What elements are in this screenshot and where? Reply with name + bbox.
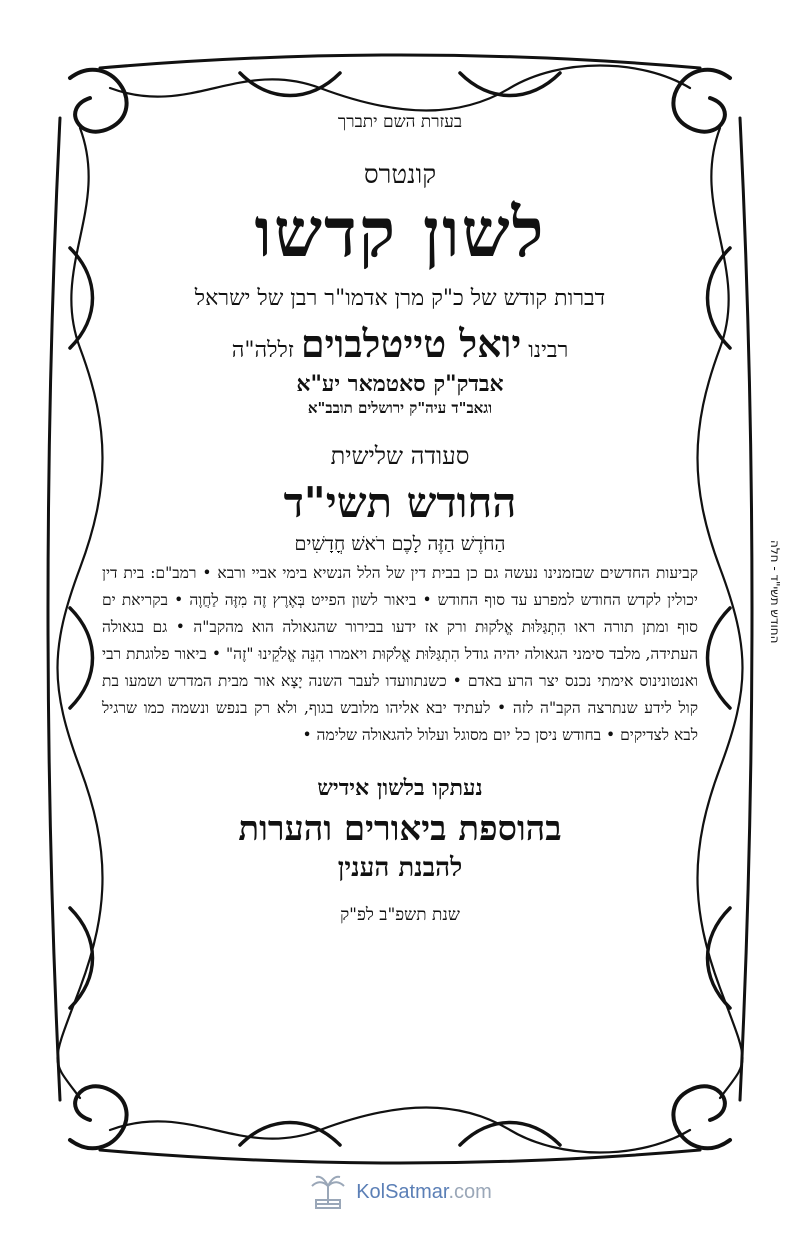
author-line — [100, 321, 700, 367]
addition-note: בהוספת ביאורים והערות — [238, 809, 562, 850]
spine-label: החודש תשי"ד - חלה — [768, 540, 782, 644]
verse-heading: הַחֹדֶשׁ הַזֶּה לָכֶם רֹאשׁ חֳדָשִׁים — [294, 533, 506, 556]
palm-tree-icon — [308, 1174, 348, 1210]
author-prefix: רבינו — [528, 337, 569, 363]
author-description: דברות קודש של כ"ק מרן אדמו"ר רבן של ישראל — [194, 285, 606, 311]
kuntres-label: קונטרס — [363, 160, 437, 190]
topics-summary: קביעות החדשים שבזמנינו נעשה גם כן בבית דין של הלל הנשיא בימי אביי ורבא • רמב"ם: בית דין יכולין לקדש החודש למפרע עד סוף החודש • ביאור לשון הפייט בְּאֶרֶץ זֶה מִזֶּה לַחֲוֶה • בקריאת ים סוף ומתן תורה ראו הִתְגַּלּוּת אֱלֹקוּת ורק אז ידעו בבירור שהגאולה הוא מהקב"ה • גם בגאולה העתידה, מלבד סימני הגאולה יהיה גודל הִתְגַּלּוּת אֱלֹקוּת ויאמרו הִנֵּה אֱלֹקֵינוּ "זֶה" • ביאור פלוגתת רבי ואנטונינוס אימתי נכנס יצר הרע באדם • כשנתוועדו לעבר השנה יָצָא אור מבית המדרש ושמעו בת קול לידע שנתרצה הקב"ה לזה • לעתיד יבא אליהו מלובש בגוף, ולא רק בנפש ונשמה כמו שרגיל לבא לצדיקים • בחודש ניסן כל יום מסוגל ועלול להגאולה שלימה • — [102, 564, 698, 745]
publication-year: שנת תשפ"ב לפ"ק — [340, 905, 460, 926]
author-title-satmar: אבדק"ק סאטמאר יע"א — [296, 370, 504, 397]
portion-title: החודש תשי"ד — [283, 477, 517, 527]
author-title-jerusalem: וגאב"ד עיה"ק ירושלים תובב"א — [307, 398, 493, 417]
translated-note: נעתקו בלשון אידיש — [317, 775, 483, 802]
author-suffix: זללה"ה — [231, 337, 294, 363]
author-name: יואל טייטלבוים — [300, 320, 522, 366]
watermark-brand: KolSatmar — [356, 1180, 449, 1203]
watermark-domain: .com — [448, 1180, 492, 1203]
title-page — [100, 100, 700, 1140]
site-watermark[interactable] — [0, 1172, 800, 1212]
purpose-note: להבנת הענין — [337, 853, 463, 884]
blessing-header: בעזרת השם יתברך — [337, 112, 463, 132]
meal-label: סעודה שלישית — [330, 441, 470, 470]
book-title: לשון קדשו — [254, 193, 546, 273]
